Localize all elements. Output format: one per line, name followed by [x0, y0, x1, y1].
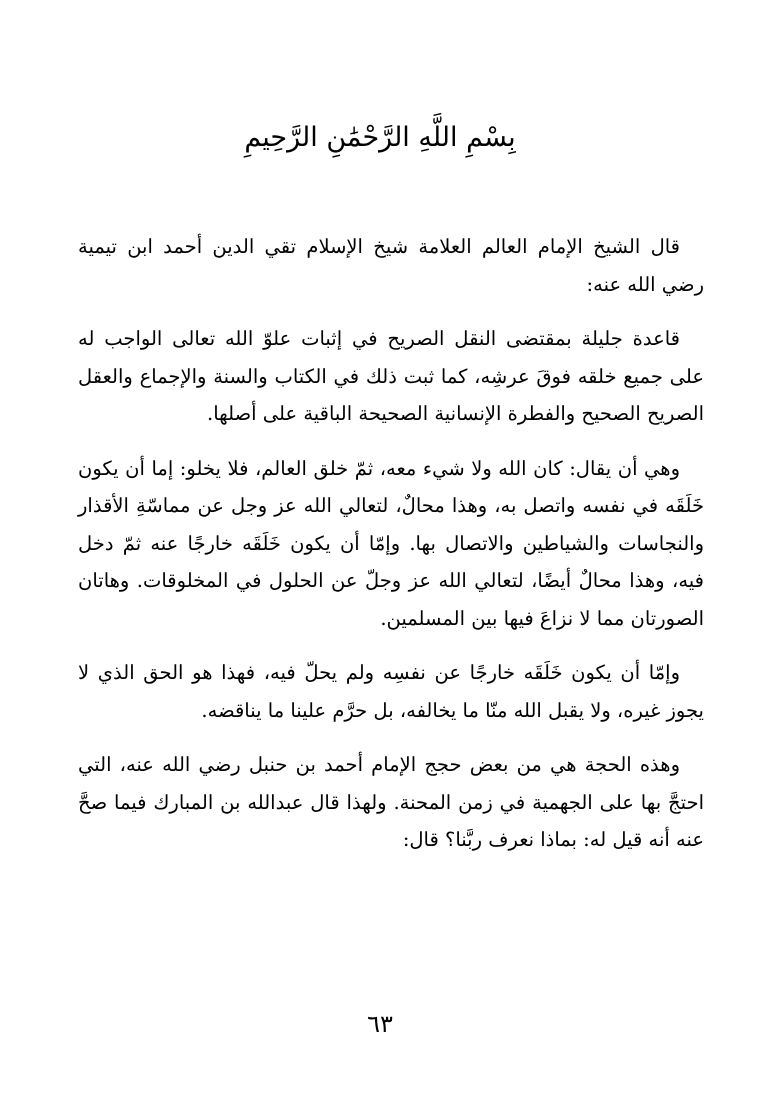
paragraph-hujjah: وهذه الحجة هي من بعض حجج الإمام أحمد بن حنبل رضي الله عنه، التي احتجَّ بها على الجهمية في زمن المحنة. ولهذا قال عبدالله بن المبارك فيما صحَّ عنه أنه قيل له: بماذا نعرف ربَّنا؟ قال: — [78, 753, 704, 851]
paragraph-rule: قاعدة جليلة بمقتضى النقل الصريح في إثبات علوّ الله تعالى الواجب له على جميع خلقه فوقَ عرشِه، كما ثبت ذلك في الكتاب والسنة والإجماع والعقل الصريح الصحيح والفطرة الإنسانية الصحيحة الباقية على أصلها. — [78, 327, 704, 425]
paragraph-conclusion: وإمّا أن يكون خَلَقَه خارجًا عن نفسِه ولم يحلّ فيه، فهذا هو الحق الذي لا يجوز غيره، ولا يقبل الله منّا ما يخالفه، بل حرَّم علينا ما يناقضه. — [78, 661, 704, 722]
paragraph-intro: قال الشيخ الإمام العالم العلامة شيخ الإسلام تقي الدين أحمد ابن تيمية رضي الله عنه: — [78, 235, 704, 296]
body-text — [78, 228, 704, 876]
basmala-heading: بِسْمِ اللَّهِ الرَّحْمَٰنِ الرَّحِيمِ — [244, 122, 516, 153]
page-number: ٦٣ — [367, 1010, 393, 1038]
paragraph-argument: وهي أن يقال: كان الله ولا شيء معه، ثمّ خلق العالم، فلا يخلو: إما أن يكون خَلَقَه في نفسه واتصل به، وهذا محالٌ، لتعالي الله عز وجل عن مماسّةِ الأقذار والنجاسات والشياطين والاتصال بها. وإمّا أن يكون خَلَقَه خارجًا عنه ثمّ دخل فيه، وهذا محالٌ أيضًا، لتعالي الله عز وجلّ عن الحلول في المخلوقات. وهاتان الصورتان مما لا نزاعَ فيها بين المسلمين. — [78, 456, 704, 630]
